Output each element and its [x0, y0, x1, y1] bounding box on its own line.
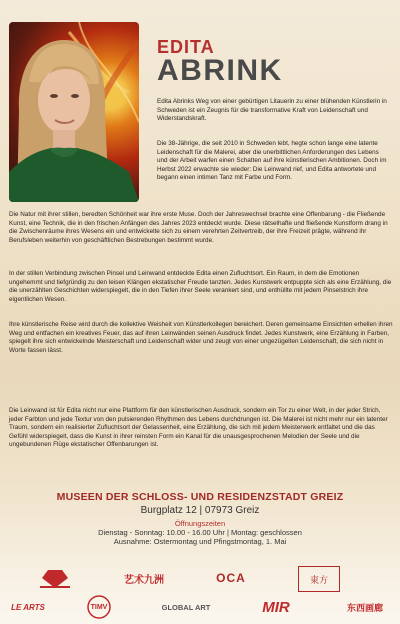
- sponsor-logo-2: [118, 566, 170, 590]
- sponsor-logo-7: [158, 596, 214, 618]
- sponsor-logos: [0, 560, 400, 624]
- sponsor-logo-6: [82, 594, 116, 620]
- bio-paragraph-6: Die Leinwand ist für Edita nicht nur eine Plattform für den künstlerischen Ausdruck, sondern ein Tor zu einer Welt, in der jeder Strich, jeder Farbton und jede Textur von den pulsierenden Rhythmen des Lebens durchdrungen ist. Die Malerei ist nicht mehr nur ein latenter Traum, sondern ein realisierter Zufluchtsort der Gelassenheit, eine Erzählung, die sich mit jedem Meisterwerk entfaltet und die das Gefühl widerspiegelt, dass die Kunst in ihrer reinsten Form ein Kanal für die unausgesprochenen Melodien der Seele und die ungebundenen Flüge ekstatischer Offenbarungen ist.: [9, 407, 388, 449]
- museum-title: MUSEEN DER SCHLOSS- UND RESIDENZSTADT GREIZ: [56, 491, 344, 503]
- sponsor-logo-4: [298, 566, 340, 592]
- opening-exceptions: Ausnahme: Ostermontag und Pfingstmontag, 1. Mai: [113, 537, 287, 546]
- opening-hours-heading: Öffnungszeiten: [174, 519, 226, 528]
- sponsor-logo-7-text: GLOBAL ART: [161, 602, 211, 612]
- sponsor-logo-8: [250, 594, 302, 620]
- sponsor-logo-9-text: 东西画廊: [346, 603, 383, 614]
- bio-paragraph-1: Edita Abrinks Weg von einer gebürtigen Litauerin zu einer blühenden Künstlerin in Schweden ist ein Zeugnis für die transformative Kraft von Leidenschaft und Widerstandskraft.: [157, 98, 387, 123]
- bio-paragraph-4: In der stillen Verbindung zwischen Pinsel und Leinwand entdeckte Edita einen Zufluchtsort. Ein Raum, in dem die Emotionen ungehemmt und tiefgründig zu den leisen Klängen ekstatischer Freude tanzten. Jedes Kunstwerk entpuppte sich als eine Erzählung, die die unerzählten Geschichten widerspiegelt, die in den Tiefen ihrer Seele verankert sind, und enthüllte mit jedem Pinselstrich ihre eigentlichen Wesen.: [9, 270, 392, 303]
- artist-name: [157, 38, 283, 86]
- museum-address: Burgplatz 12 | 07973 Greiz: [140, 505, 260, 516]
- artist-portrait: [9, 22, 139, 202]
- sponsor-logo-5-text: LE ARTS: [11, 602, 45, 612]
- sponsor-logo-3: [210, 566, 252, 590]
- sponsor-logo-9: [340, 596, 390, 618]
- bio-paragraph-3: Die Natur mit ihrer stillen, beredten Schönheit war ihre erste Muse. Doch der Jahreswechsel brachte eine Offenbarung - die Fließende Kunst, eine Technik, die in den frischen Anfängen des Jahres 2023 entdeckt wurde. Diese rätselhafte und fließende Kunstform drang in die Zwischenräume ihres Wesens ein und entwickelte sich zu einem verehrten Zeitvertreib, der ihre Freizeit prägte, während ihr Berufsleben weiterhin von geschäftlichen Bestrebungen bestimmt wurde.: [9, 211, 388, 244]
- sponsor-logo-8-text: MIR: [262, 598, 290, 616]
- artist-first-name: EDITA: [157, 37, 215, 57]
- sponsor-logo-2-text: 艺术九洲: [124, 574, 164, 586]
- museum-block: [0, 491, 400, 546]
- sponsor-logo-4-text: 東方: [309, 575, 328, 586]
- sponsor-logo-1: [38, 568, 72, 590]
- sponsor-logo-3-text: OCA: [216, 571, 246, 585]
- opening-hours: Dienstag - Sonntag: 10.00 - 16.00 Uhr | Montag: geschlossen: [98, 528, 302, 537]
- artist-last-name: ABRINK: [157, 54, 283, 87]
- sponsor-logo-6-text: TIMV: [90, 603, 108, 611]
- bio-paragraph-5: Ihre künstlerische Reise wird durch die kollektive Weisheit von Künstlerkollegen bereichert. Deren gemeinsame Einsichten erhellen ihren Weg und entfachen ein kreatives Feuer, das auf ihren Leinwänden seinen Ausdruck findet. Jedes Kunstwerk, eine Erzählung in Farben, spiegelt ihre sich entwickelnde Meisterschaft und Leidenschaft wider und zeugt von einer ungezügelten Leidenschaft, die sich nicht in Worte fassen lässt.: [9, 321, 393, 354]
- sponsor-logo-5: [8, 596, 48, 618]
- sponsor-mark-icon: [38, 568, 72, 590]
- bio-paragraph-2: Die 38-Jährige, die seit 2010 in Schweden lebt, hegte schon lange eine latente Leidenschaft für die Malerei, aber die unerbittlichen Anforderungen des Lebens und der Arbeit warfen einen Schatten auf ihre künstlerischen Ambitionen. Doch im Herbst 2022 erwachte sie wieder: Die Leinwand rief, und Edita antwortete und begann einen intimen Tanz mit Farbe und Form.: [157, 140, 387, 182]
